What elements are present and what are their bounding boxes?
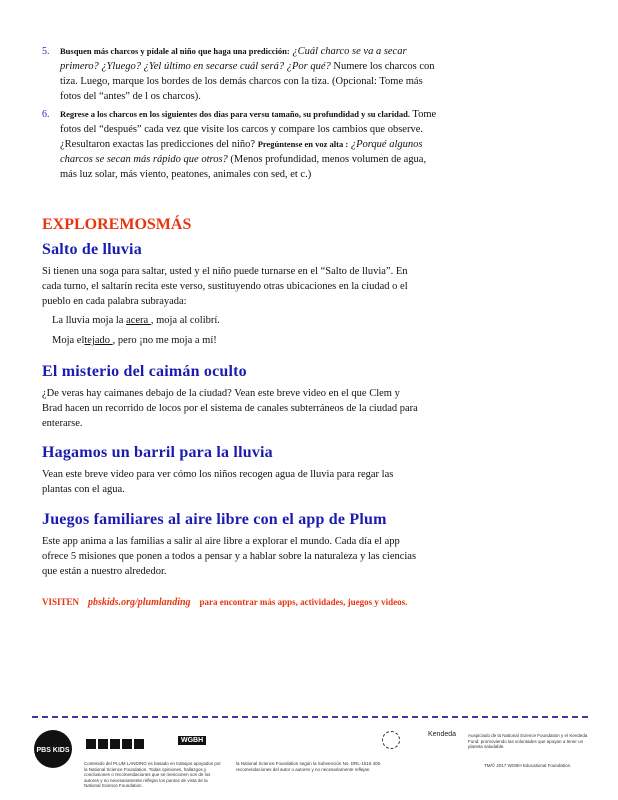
kendeda-logo-text: Kendeda — [428, 731, 457, 738]
step-6-question: ¿Porqué algunos charcos se secan más rápido que otros? — [60, 139, 423, 165]
facebook-icon[interactable] — [86, 739, 96, 749]
verse-line-1 — [52, 315, 220, 326]
tumblr-icon[interactable] — [134, 739, 144, 749]
step-5-number: 5. — [42, 46, 50, 57]
barril-title[interactable]: Hagamos un barril para la lluvia — [42, 444, 273, 461]
nsf-logo — [382, 731, 400, 749]
verse-1-start: La lluvia moja la — [52, 315, 127, 326]
juegos-body: Este app anima a las familias a salir al aire libre a explorar el mundo. Cada día el app ofrece 5 misiones que ponen a todos a pensar y a hablar sobre la naturaleza y las ciencias que están a nuestro alrededor. — [42, 536, 417, 577]
footer-left-text: Contenido del PLUM LANDING es basado en trabajos apoyados por la National Science Foundation. Todas opiniones, hallazgos y conclusiones o recomendaciones que se mencionen son de los autores y no necesariamente reflejan los puntos de vista de la National Science Foundation. — [84, 761, 221, 788]
footer-copyright: TM/© 2017 WGBH Educational Foundation. — [484, 763, 572, 768]
kendeda-logo — [428, 731, 456, 738]
step-5-text — [60, 44, 440, 104]
wgbh-logo-text: WGBH — [181, 737, 204, 744]
footer-divider — [32, 716, 588, 718]
step-5-question: ¿Cuál charco se va a secar primero? ¿Yluego? ¿Yel último en secarse cuál será? ¿Por qué? — [60, 46, 407, 72]
verse-line-2 — [52, 335, 217, 346]
youtube-icon[interactable] — [110, 739, 120, 749]
pbs-kids-logo — [34, 730, 72, 768]
footer-right-text: Auspiciado de la National Science Foundation y el Kendeda Fund: promoviendo las voluntades que apoyan a tener un planeta saludable. — [468, 733, 588, 749]
step-6-number: 6. — [42, 109, 50, 120]
step-6-rest: (Menos profundidad, menos volumen de agua, más luz solar, más viento, peatones, animales con sed, et c.) — [60, 154, 427, 180]
caiman-body: ¿De veras hay caimanes debajo de la ciudad? Vean este breve video en el que Clem y Brad hacen un recorrido de locos por el sistema de canales subterráneos de la ciudad para enterarse. — [42, 388, 418, 429]
step-5-rest: Numere los charcos con tiza. Luego, marque los bordes de los demás charcos con la tiza. (Opcional: Tome más fotos del “antes” de l os charcos). — [60, 61, 435, 102]
pbs-kids-logo-text: PBS KIDS — [36, 747, 70, 754]
visit-line — [42, 597, 492, 608]
verse-2-underlined: tejado — [84, 335, 113, 346]
verse-2-start: Moja el — [52, 335, 85, 346]
verse-1-underlined: acera — [126, 315, 151, 326]
explore-more-heading: EXPLOREMOSMÁS — [42, 216, 192, 233]
verse-2-end: , pero ¡no me moja a mí! — [112, 335, 217, 346]
step-6-bold: Regrese a los charcos en los siguientes dos días para versu tamaño, su profundidad y su claridad. — [60, 109, 410, 119]
juegos-title[interactable]: Juegos familiares al aire libre con el app de Plum — [42, 511, 387, 528]
visit-suffix: para encontrar más apps, actividades, juegos y videos. — [199, 597, 408, 607]
visit-prefix: VISITEN — [42, 597, 80, 607]
caiman-title[interactable]: El misterio del caimán oculto — [42, 363, 247, 380]
footer-mid-text: la National Science Foundation según la Subvención No. DRL-1516 400. recomendaciones del autor o autores y no necesariamente reflejan — [236, 761, 382, 772]
twitter-icon[interactable] — [98, 739, 108, 749]
social-icons — [86, 736, 146, 754]
step-6-text — [60, 107, 440, 182]
step-6-bold2: Pregúntense en voz alta : — [257, 139, 349, 149]
salto-body: Si tienen una soga para saltar, usted y el niño puede turnarse en el “Salto de lluvia”. En cada turno, el saltarín recita este verso, sustituyendo otras ubicaciones en la ciudad o el pueblo en cada palabra subrayada: — [42, 266, 408, 307]
verse-1-end: , moja al colibrí. — [150, 315, 220, 326]
pinterest-icon[interactable] — [122, 739, 132, 749]
pbskids-link[interactable]: pbskids.org/plumlanding — [88, 597, 191, 608]
step-5-bold: Busquen más charcos y pídale al niño que haga una predicción: — [60, 46, 290, 56]
salto-title[interactable]: Salto de lluvia — [42, 241, 142, 258]
wgbh-logo — [178, 736, 206, 745]
step-6-mid: Tome fotos del “después” cada vez que visite los carcos y compare los cambios que observe.¿Resultaron exactas las predicciones del niño? — [60, 109, 437, 150]
barril-body: Vean este breve video para ver cómo los niños recogen agua de lluvia para regar las plantas con el agua. — [42, 469, 394, 495]
